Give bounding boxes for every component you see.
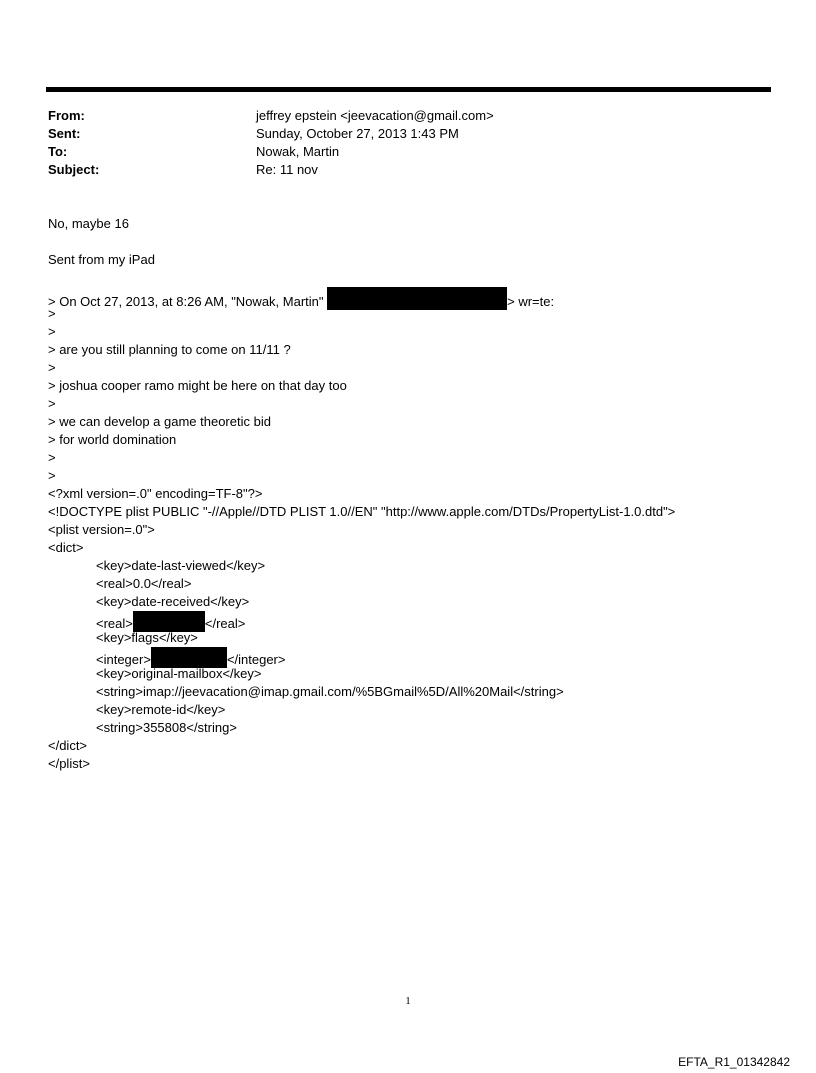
page-number: 1 xyxy=(405,995,411,1007)
plist-open: <plist version=.0"> xyxy=(48,522,155,537)
quote-line: > xyxy=(48,468,56,483)
document-id: EFTA_R1_01342842 xyxy=(678,1055,790,1069)
plist-value-line: <real>0.0</real> xyxy=(96,576,192,591)
to-row xyxy=(48,143,494,161)
quote-line: > joshua cooper ramo might be here on that day too xyxy=(48,378,347,393)
email-header xyxy=(48,107,494,179)
plist-close: </plist> xyxy=(48,756,90,771)
quote-line: > xyxy=(48,306,56,321)
quote-line: > we can develop a game theoretic bid xyxy=(48,414,271,429)
quoted-block xyxy=(48,287,675,773)
plist-xml-decl: <?xml version=.0" encoding=TF-8"?> xyxy=(48,486,263,501)
sent-label: Sent: xyxy=(48,126,81,141)
quote-attribution xyxy=(48,287,675,309)
header-rule xyxy=(46,87,771,92)
dict-close: </dict> xyxy=(48,738,88,753)
redaction-box xyxy=(327,287,507,310)
plist-redacted-integer-line xyxy=(48,647,675,665)
quote-line: > are you still planning to come on 11/11 ? xyxy=(48,342,291,357)
quote-line: > for world domination xyxy=(48,432,177,447)
subject-value: Re: 11 nov xyxy=(256,162,318,177)
from-row xyxy=(48,107,494,125)
to-label: To: xyxy=(48,144,68,159)
subject-row xyxy=(48,161,494,179)
quote-line: > xyxy=(48,324,56,339)
attribution-start: > On Oct 27, 2013, at 8:26 AM, "Nowak, Martin" xyxy=(48,294,324,309)
reply-text: No, maybe 16 xyxy=(48,216,129,231)
quote-line: > xyxy=(48,360,56,375)
real-close-tag: </real> xyxy=(204,616,246,631)
signature-text: Sent from my iPad xyxy=(48,252,155,267)
attribution-end: > wr=te: xyxy=(507,294,555,309)
plist-key-line: <key>flags</key> xyxy=(96,630,198,645)
from-label: From: xyxy=(48,108,85,123)
to-value: Nowak, Martin xyxy=(256,144,340,159)
plist-key-line: <key>original-mailbox</key> xyxy=(96,666,262,681)
quote-line: > xyxy=(48,396,56,411)
plist-doctype: <!DOCTYPE plist PUBLIC "-//Apple//DTD PLIST 1.0//EN" "http://www.apple.com/DTDs/PropertyList-1.0.dtd"> xyxy=(48,504,676,519)
plist-key-line: <key>date-last-viewed</key> xyxy=(96,558,266,573)
plist-value-line: <string>355808</string> xyxy=(96,720,237,735)
integer-open-tag: <integer> xyxy=(96,652,151,667)
sent-row xyxy=(48,125,494,143)
quote-line: > xyxy=(48,450,56,465)
dict-open: <dict> xyxy=(48,540,84,555)
plist-key-line: <key>date-received</key> xyxy=(96,594,250,609)
plist-redacted-real-line xyxy=(48,611,675,629)
plist-key-line: <key>remote-id</key> xyxy=(96,702,226,717)
from-value: jeffrey epstein <jeevacation@gmail.com> xyxy=(256,108,494,123)
plist-value-line: <string>imap://jeevacation@imap.gmail.com/%5BGmail%5D/All%20Mail</string> xyxy=(96,684,564,699)
integer-close-tag: </integer> xyxy=(226,652,286,667)
real-open-tag: <real> xyxy=(96,616,133,631)
sent-value: Sunday, October 27, 2013 1:43 PM xyxy=(256,126,459,141)
subject-label: Subject: xyxy=(48,162,100,177)
